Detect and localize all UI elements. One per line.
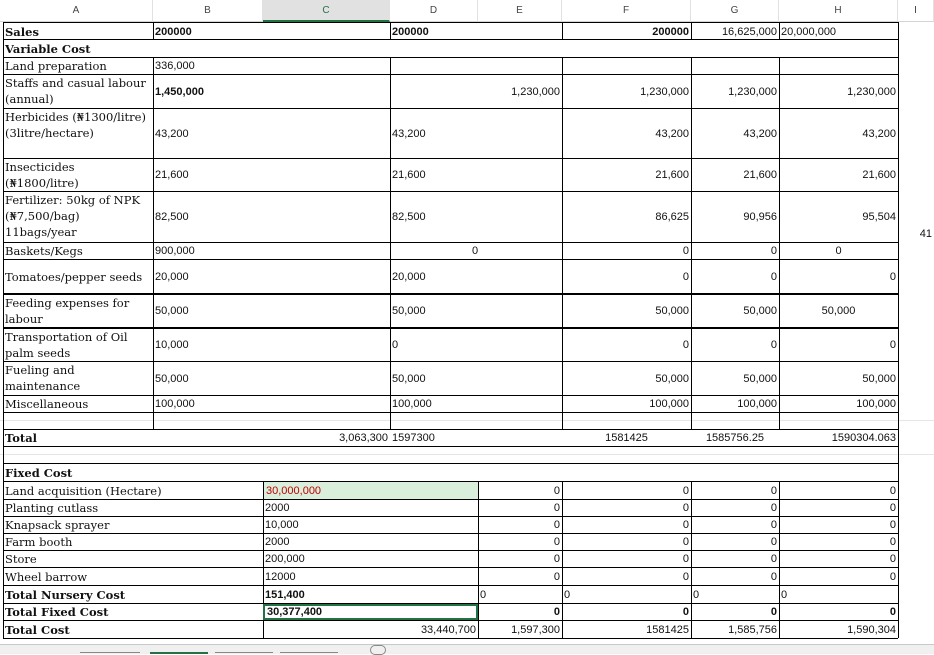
baskets-f[interactable]: 0 xyxy=(682,245,689,257)
knapsack-h[interactable]: 0 xyxy=(889,519,896,531)
wheel-barrow-c[interactable]: 12000 xyxy=(265,570,296,583)
knapsack-e[interactable]: 0 xyxy=(553,519,560,531)
total-f[interactable]: 1581425 xyxy=(605,432,648,444)
label-land-acquisition[interactable]: Land acquisition (Hectare) xyxy=(5,483,162,498)
store-e[interactable]: 0 xyxy=(553,553,560,565)
cutlass-e[interactable]: 0 xyxy=(553,502,560,514)
fueling-f[interactable]: 50,000 xyxy=(655,372,689,385)
column-header-g[interactable]: G xyxy=(691,0,779,22)
land-acq-c[interactable]: 30,000,000 xyxy=(264,482,478,499)
farm-booth-f[interactable]: 0 xyxy=(682,536,689,548)
label-sales[interactable]: Sales xyxy=(5,24,39,39)
total-fixed-c[interactable]: 30,377,400 xyxy=(263,604,478,620)
total-cost-d[interactable]: 33,440,700 xyxy=(420,623,476,636)
column-header-c[interactable]: C xyxy=(263,0,390,22)
baskets-b[interactable]: 900,000 xyxy=(155,245,195,257)
total-fixed-g[interactable]: 0 xyxy=(770,606,777,618)
total-c[interactable]: 3,063,300 xyxy=(339,432,388,444)
fertilizer-g[interactable]: 90,956 xyxy=(743,211,777,223)
feeding-g[interactable]: 50,000 xyxy=(743,305,777,317)
sales-g[interactable]: 16,625,000 xyxy=(721,25,777,38)
total-fixed-f[interactable]: 0 xyxy=(682,606,689,618)
land-acq-e[interactable]: 0 xyxy=(553,484,560,497)
insecticides-g[interactable]: 21,600 xyxy=(743,169,777,181)
misc-h[interactable]: 100,000 xyxy=(856,398,896,410)
transport-d[interactable]: 0 xyxy=(392,339,399,351)
misc-b[interactable]: 100,000 xyxy=(155,398,195,410)
sheet-tab[interactable] xyxy=(215,646,273,653)
label-baskets-kegs[interactable]: Baskets/Kegs xyxy=(5,244,83,258)
column-header-d[interactable]: D xyxy=(390,0,478,22)
herbicides-d[interactable]: 43,200 xyxy=(392,127,426,140)
cutlass-c[interactable]: 2000 xyxy=(265,502,290,514)
wheel-barrow-f[interactable]: 0 xyxy=(682,570,689,583)
total-nursery-f[interactable]: 0 xyxy=(693,588,700,601)
transport-f[interactable]: 0 xyxy=(682,339,689,351)
insecticides-d[interactable]: 21,600 xyxy=(392,169,426,181)
insecticides-f[interactable]: 21,600 xyxy=(655,169,689,181)
fueling-g[interactable]: 50,000 xyxy=(743,372,777,385)
fertilizer-h[interactable]: 95,504 xyxy=(862,211,896,223)
sales-f[interactable]: 200000 xyxy=(652,25,689,38)
label-fueling[interactable]: Fueling and maintenance xyxy=(5,363,81,393)
total-nursery-d[interactable]: 0 xyxy=(480,588,487,601)
label-fixed-cost[interactable]: Fixed Cost xyxy=(5,465,73,480)
total-cost-h[interactable]: 1,590,304 xyxy=(847,623,896,636)
insecticides-h[interactable]: 21,600 xyxy=(862,169,896,181)
fertilizer-d[interactable]: 82,500 xyxy=(392,211,426,223)
sheet-tab[interactable] xyxy=(80,646,140,653)
total-nursery-e[interactable]: 0 xyxy=(564,588,571,601)
total-cost-e[interactable]: 1,597,300 xyxy=(511,623,560,636)
fueling-d[interactable]: 50,000 xyxy=(392,372,426,385)
staffs-h[interactable]: 1,230,000 xyxy=(847,85,896,98)
land-acq-g[interactable]: 0 xyxy=(770,484,777,497)
baskets-g[interactable]: 0 xyxy=(770,245,777,257)
seeds-d[interactable]: 20,000 xyxy=(392,270,426,283)
total-cost-f[interactable]: 1581425 xyxy=(646,623,689,636)
store-g[interactable]: 0 xyxy=(770,553,777,565)
label-variable-cost[interactable]: Variable Cost xyxy=(5,41,91,56)
sales-d[interactable]: 200000 xyxy=(392,25,429,38)
wheel-barrow-h[interactable]: 0 xyxy=(889,570,896,583)
label-store[interactable]: Store xyxy=(5,552,37,566)
label-staffs[interactable]: Staffs and casual labour (annual) xyxy=(5,76,146,106)
wheel-barrow-e[interactable]: 0 xyxy=(553,570,560,583)
total-g[interactable]: 1585756.25 xyxy=(705,432,765,444)
feeding-f[interactable]: 50,000 xyxy=(655,305,689,317)
knapsack-c[interactable]: 10,000 xyxy=(265,519,299,531)
label-transport[interactable]: Transportation of Oil palm seeds xyxy=(5,330,128,360)
total-nursery-g[interactable]: 0 xyxy=(781,588,788,601)
staffs-b[interactable]: 1,450,000 xyxy=(155,85,204,98)
cutlass-f[interactable]: 0 xyxy=(682,502,689,514)
fertilizer-i[interactable]: 41 xyxy=(919,227,932,240)
insecticides-b[interactable]: 21,600 xyxy=(155,169,189,181)
transport-g[interactable]: 0 xyxy=(770,339,777,351)
farm-booth-h[interactable]: 0 xyxy=(889,536,896,548)
label-fertilizer[interactable]: Fertilizer: 50kg of NPK (₦7,500/bag) 11bags/year xyxy=(5,193,141,239)
sales-b[interactable]: 200000 xyxy=(155,25,192,38)
herbicides-g[interactable]: 43,200 xyxy=(743,127,777,140)
total-fixed-h[interactable]: 0 xyxy=(889,606,896,618)
store-c[interactable]: 200,000 xyxy=(265,553,305,565)
column-header-e[interactable]: E xyxy=(478,0,562,22)
label-knapsack-sprayer[interactable]: Knapsack sprayer xyxy=(5,518,110,532)
sheet-tab[interactable] xyxy=(280,646,338,653)
add-sheet-icon[interactable] xyxy=(370,645,386,655)
total-nursery-c[interactable]: 151,400 xyxy=(265,588,305,601)
column-header-h[interactable]: H xyxy=(779,0,898,22)
staffs-g[interactable]: 1,230,000 xyxy=(728,85,777,98)
baskets-e[interactable]: 0 xyxy=(471,245,479,257)
feeding-d[interactable]: 50,000 xyxy=(392,305,426,317)
label-farm-booth[interactable]: Farm booth xyxy=(5,535,73,549)
fueling-h[interactable]: 50,000 xyxy=(862,372,896,385)
label-total[interactable]: Total xyxy=(5,431,38,445)
farm-booth-e[interactable]: 0 xyxy=(553,536,560,548)
label-total-fixed-cost[interactable]: Total Fixed Cost xyxy=(5,605,109,619)
total-h[interactable]: 1590304.063 xyxy=(831,432,896,444)
cutlass-h[interactable]: 0 xyxy=(889,502,896,514)
farm-booth-c[interactable]: 2000 xyxy=(265,536,290,548)
seeds-h[interactable]: 0 xyxy=(889,270,896,283)
misc-d[interactable]: 100,000 xyxy=(392,398,432,410)
store-h[interactable]: 0 xyxy=(889,553,896,565)
misc-g[interactable]: 100,000 xyxy=(737,398,777,410)
label-land-preparation[interactable]: Land preparation xyxy=(5,58,107,73)
transport-h[interactable]: 0 xyxy=(889,339,896,351)
wheel-barrow-g[interactable]: 0 xyxy=(770,570,777,583)
seeds-f[interactable]: 0 xyxy=(682,270,689,283)
total-d[interactable]: 1597300 xyxy=(392,432,435,444)
staffs-e[interactable]: 1,230,000 xyxy=(511,85,560,98)
seeds-g[interactable]: 0 xyxy=(770,270,777,283)
column-header-b[interactable]: B xyxy=(153,0,263,22)
label-insecticides[interactable]: Insecticides (₦1800/litre) xyxy=(5,160,79,190)
land-acq-h[interactable]: 0 xyxy=(889,484,896,497)
cutlass-g[interactable]: 0 xyxy=(770,502,777,514)
sales-h[interactable]: 20,000,000 xyxy=(781,25,837,38)
label-total-cost[interactable]: Total Cost xyxy=(5,622,70,637)
knapsack-g[interactable]: 0 xyxy=(770,519,777,531)
store-f[interactable]: 0 xyxy=(682,553,689,565)
label-seeds[interactable]: Tomatoes/pepper seeds xyxy=(5,269,143,284)
staffs-f[interactable]: 1,230,000 xyxy=(640,85,689,98)
fertilizer-b[interactable]: 82,500 xyxy=(155,211,189,223)
column-header-f[interactable]: F xyxy=(562,0,691,22)
land-prep-b[interactable]: 336,000 xyxy=(155,59,195,72)
total-fixed-e[interactable]: 0 xyxy=(553,606,560,618)
column-header-i[interactable]: I xyxy=(898,0,934,22)
feeding-h[interactable]: 50,000 xyxy=(821,305,856,317)
column-header-a[interactable]: A xyxy=(0,0,153,22)
label-total-nursery-cost[interactable]: Total Nursery Cost xyxy=(5,587,126,602)
fertilizer-f[interactable]: 86,625 xyxy=(655,211,689,223)
baskets-h[interactable]: 0 xyxy=(835,245,842,257)
herbicides-f[interactable]: 43,200 xyxy=(655,127,689,140)
knapsack-f[interactable]: 0 xyxy=(682,519,689,531)
label-planting-cutlass[interactable]: Planting cutlass xyxy=(5,501,99,515)
label-miscellaneous[interactable]: Miscellaneous xyxy=(5,397,89,411)
total-cost-g[interactable]: 1,585,756 xyxy=(728,623,777,636)
herbicides-b[interactable]: 43,200 xyxy=(155,127,189,140)
label-herbicides[interactable]: Herbicides (₦1300/litre) (3litre/hectare) xyxy=(5,110,146,140)
misc-f[interactable]: 100,000 xyxy=(649,398,689,410)
land-acq-f[interactable]: 0 xyxy=(682,484,689,497)
seeds-b[interactable]: 20,000 xyxy=(155,270,189,283)
feeding-b[interactable]: 50,000 xyxy=(155,305,189,317)
farm-booth-g[interactable]: 0 xyxy=(770,536,777,548)
herbicides-h[interactable]: 43,200 xyxy=(862,127,896,140)
transport-b[interactable]: 10,000 xyxy=(155,339,189,351)
label-wheel-barrow[interactable]: Wheel barrow xyxy=(5,569,88,584)
label-feeding[interactable]: Feeding expenses for labour xyxy=(5,296,130,326)
fueling-b[interactable]: 50,000 xyxy=(155,372,189,385)
